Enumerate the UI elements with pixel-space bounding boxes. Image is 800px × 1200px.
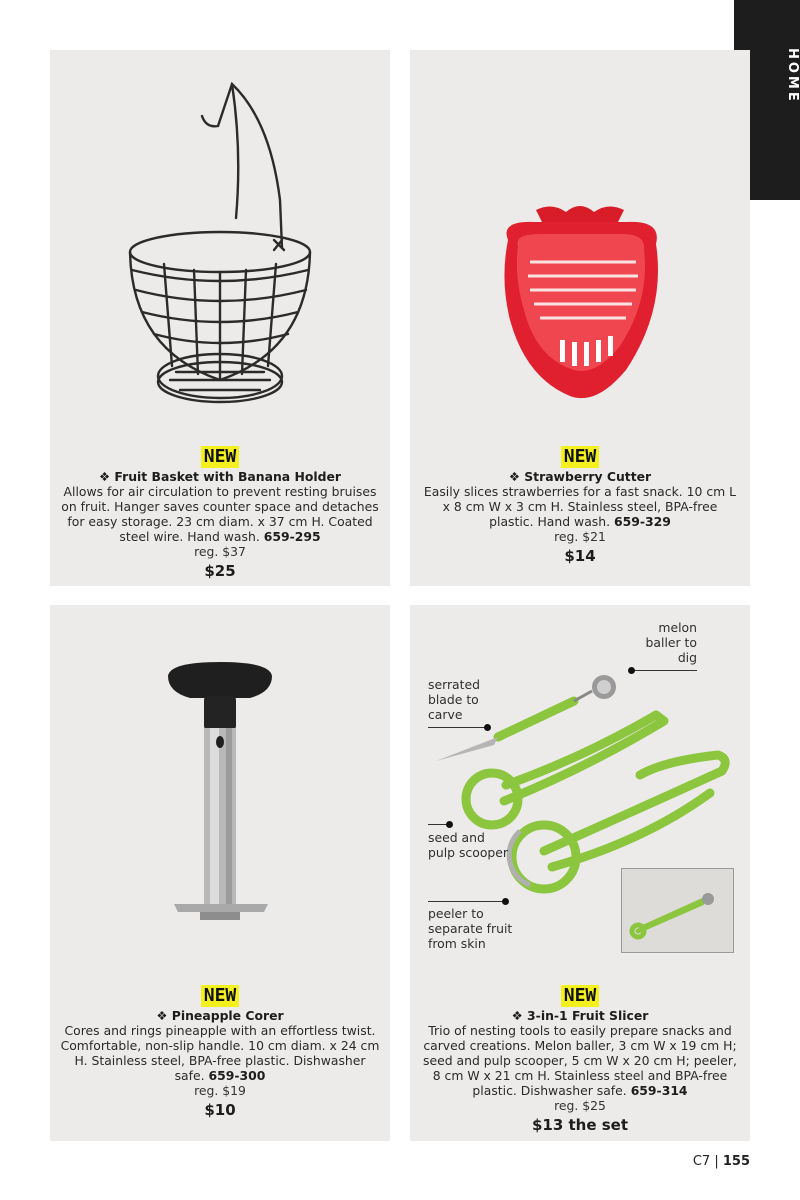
sale-price: $13 the set (531, 1116, 629, 1134)
callout-serrated-blade: serrated blade to carve (428, 677, 480, 722)
page-number-value: 155 (722, 1154, 750, 1169)
inset-photo (621, 868, 734, 953)
regular-price: reg. $25 (554, 1098, 606, 1113)
sale-price: $14 (564, 547, 596, 565)
new-badge: NEW (201, 985, 240, 1007)
product-description: Trio of nesting tools to easily prepare snacks and carved creations. Melon baller, 3 cm W x 19 cm H; seed and pulp scooper, 5 cm W x 20 cm H; peeler, 8 cm W x 21 cm H. Stainless steel and BPA-free plastic. Dishwasher safe. 659-314 (423, 1023, 737, 1098)
callout-dot (628, 667, 635, 674)
product-card-fruit-slicer (410, 605, 750, 1141)
callout-melon-baller: melon baller to dig (645, 620, 697, 665)
sale-price: $25 (204, 562, 236, 580)
product-description: Allows for air circulation to prevent resting bruises on fruit. Hanger saves counter space and detaches for easy storage. 23 cm diam. x 37 cm H. Coated steel wire. Hand wash. 659-295 (61, 484, 379, 544)
product-name: ❖ Strawberry Cutter (508, 469, 652, 484)
product-sku: 659-329 (613, 514, 671, 529)
callout-dot (502, 898, 509, 905)
fruit-basket-image (120, 80, 320, 410)
regular-price: reg. $37 (194, 544, 246, 559)
product-card-pineapple-corer (50, 605, 390, 1141)
page-number (693, 1154, 750, 1169)
product-name: ❖ Fruit Basket with Banana Holder (99, 469, 341, 484)
page-separator: | (714, 1154, 719, 1169)
sale-price: $10 (204, 1101, 236, 1119)
callout-dot (484, 724, 491, 731)
pineapple-corer-image (160, 660, 280, 930)
product-info (410, 985, 750, 1136)
callout-leader (632, 670, 697, 671)
section-tab-label: HOME (785, 48, 800, 104)
product-sku: 659-300 (208, 1068, 266, 1083)
new-badge: NEW (201, 446, 240, 468)
section-code: C7 (692, 1154, 711, 1169)
regular-price: reg. $21 (554, 529, 606, 544)
product-description: Cores and rings pineapple with an effortless twist. Comfortable, non-slip handle. 10 cm diam. x 24 cm H. Stainless steel, BPA-free plastic. Dishwasher safe. 659-300 (60, 1023, 380, 1083)
product-sku: 659-314 (630, 1083, 688, 1098)
new-badge: NEW (561, 985, 600, 1007)
product-info (50, 985, 390, 1121)
nested-slicer-set-image (622, 869, 733, 952)
callout-leader (428, 824, 448, 825)
product-name: ❖ Pineapple Corer (156, 1008, 284, 1023)
product-sku: 659-295 (263, 529, 321, 544)
product-card-strawberry-cutter (410, 50, 750, 586)
callout-leader (428, 727, 486, 728)
strawberry-cutter-image (496, 200, 666, 410)
callout-dot (446, 821, 453, 828)
product-info (50, 446, 390, 582)
callout-peeler: peeler to separate fruit from skin (428, 906, 513, 951)
callout-leader (428, 901, 504, 902)
new-badge: NEW (561, 446, 600, 468)
callout-seed-scooper: seed and pulp scooper (428, 830, 508, 860)
product-name: ❖ 3-in-1 Fruit Slicer (511, 1008, 649, 1023)
product-card-fruit-basket (50, 50, 390, 586)
regular-price: reg. $19 (194, 1083, 246, 1098)
product-description: Easily slices strawberries for a fast snack. 10 cm L x 8 cm W x 3 cm H. Stainless steel, BPA-free plastic. Hand wash. 659-329 (423, 484, 737, 529)
product-info (410, 446, 750, 567)
